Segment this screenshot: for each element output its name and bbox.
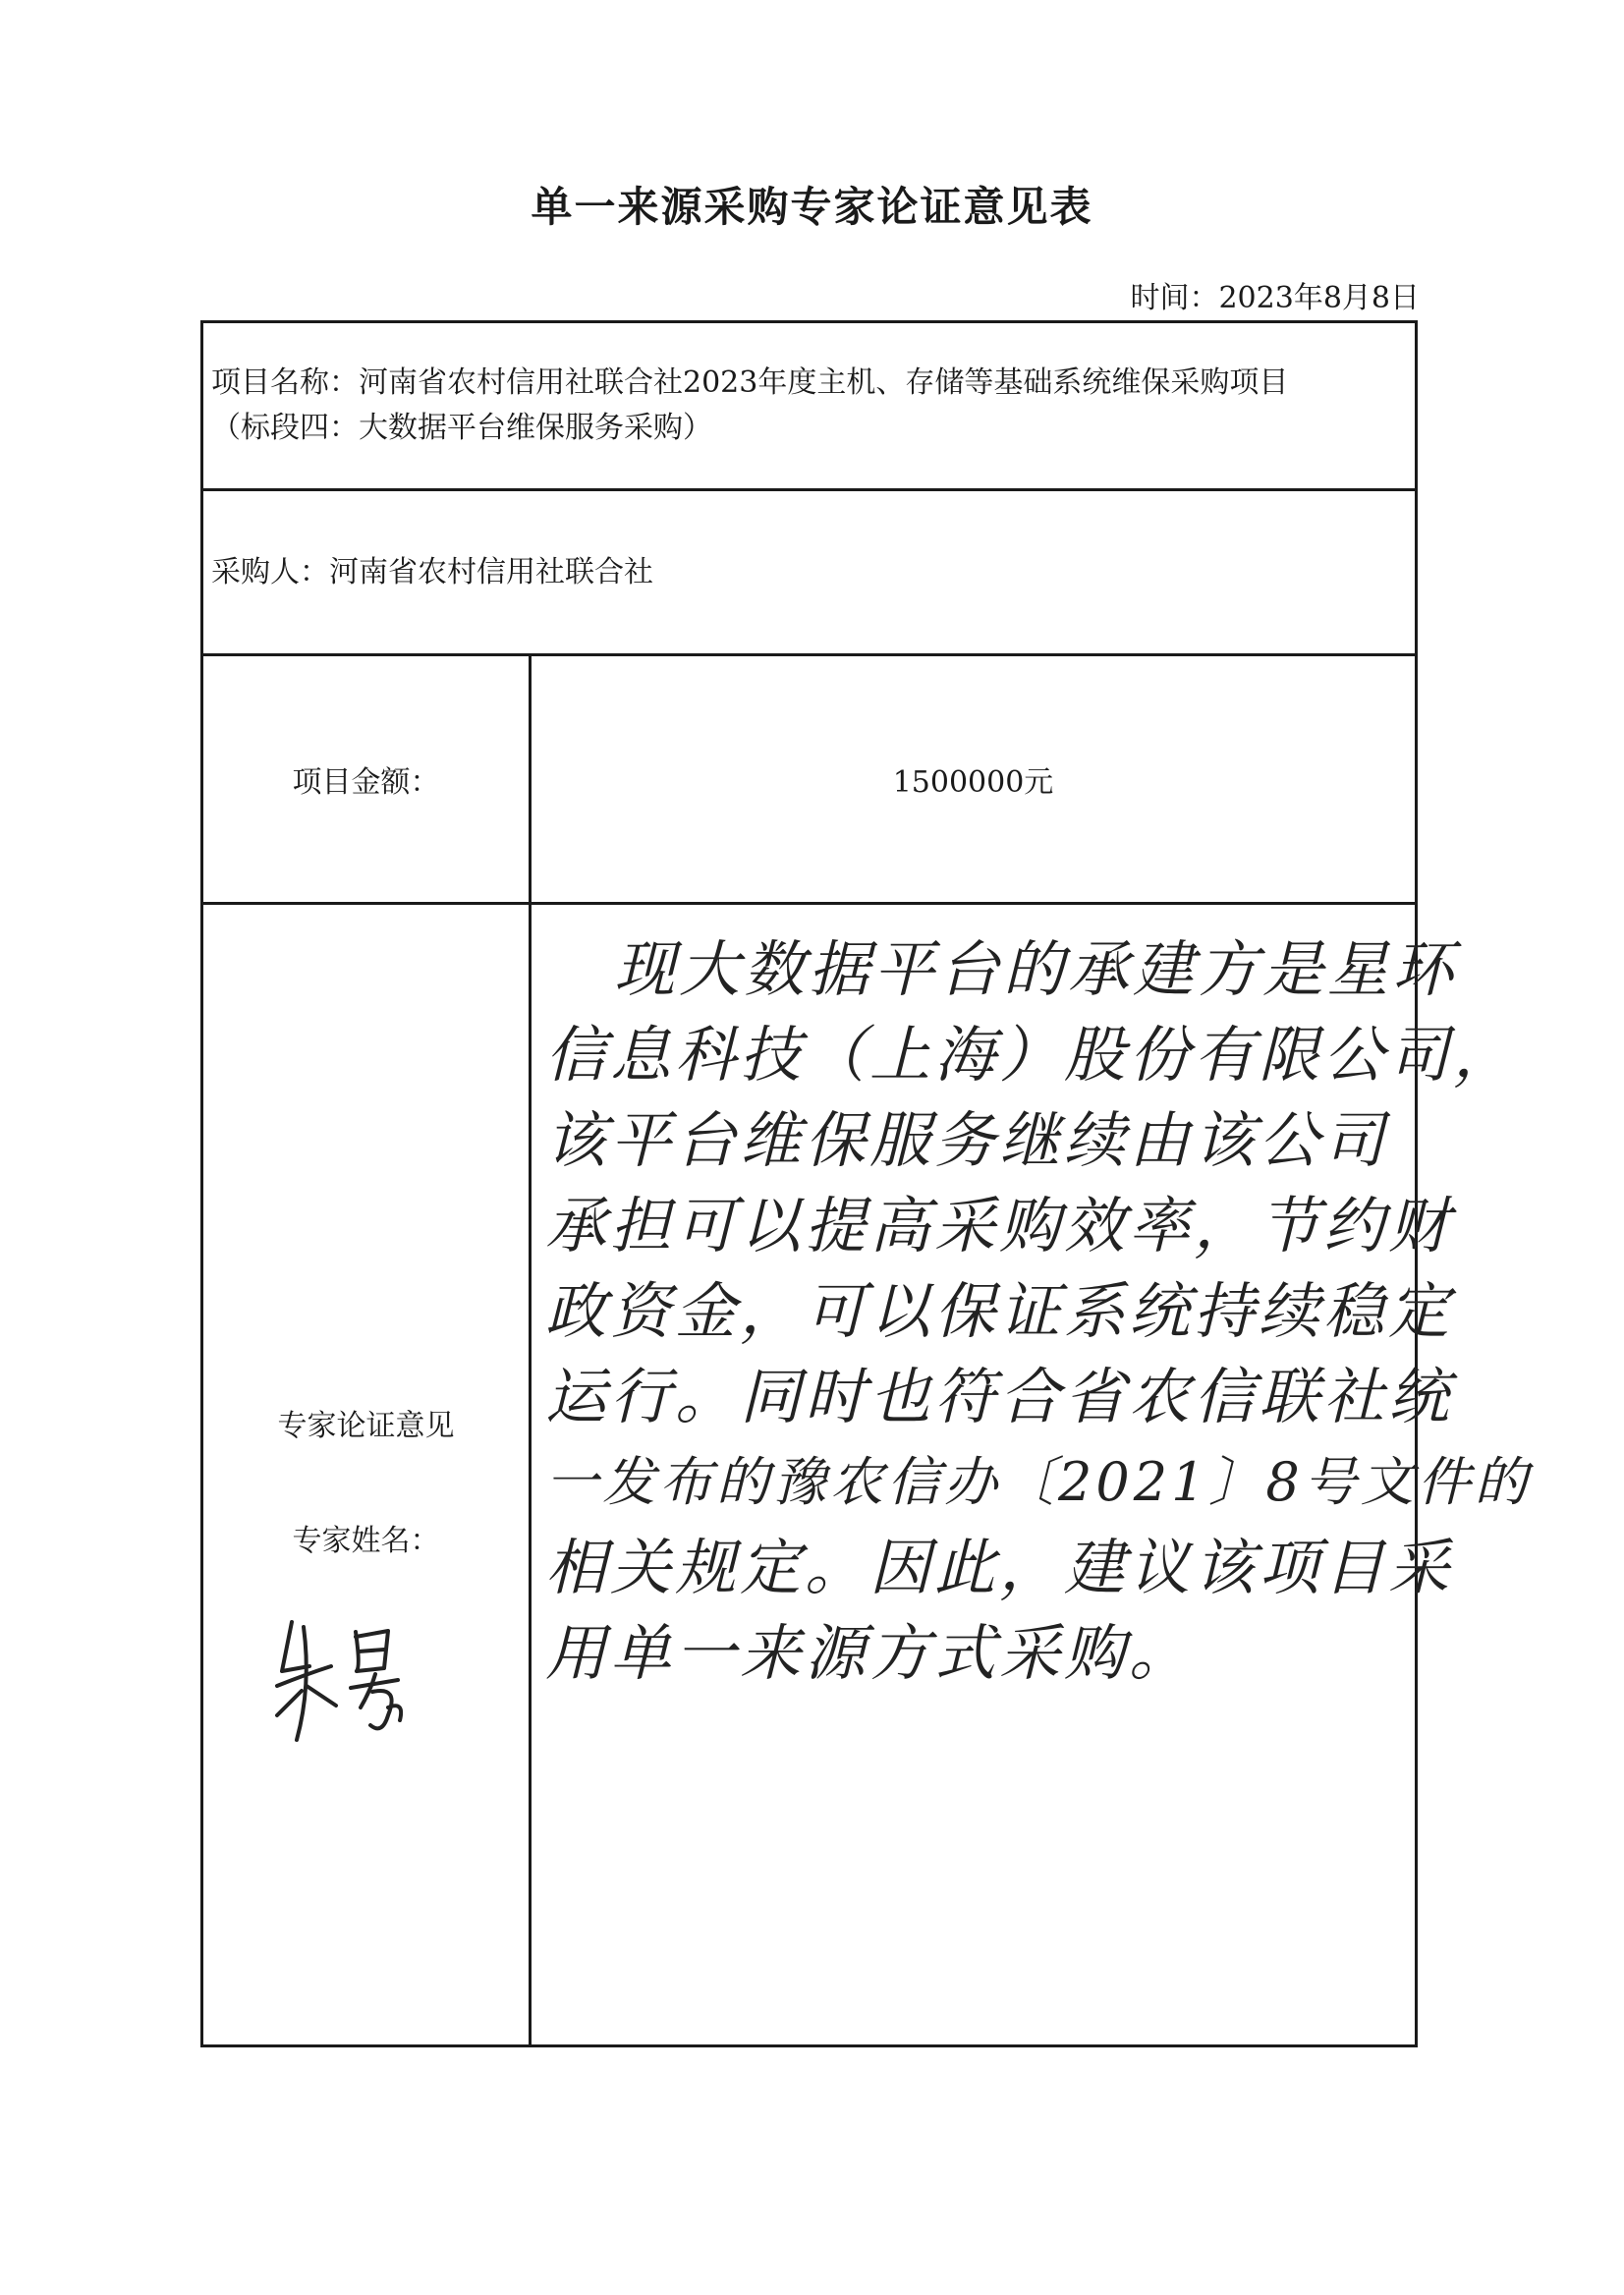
opinion-line-6: 运行。同时也符合省农信联社统 [545, 1361, 1454, 1432]
amount-value: 1500000元 [531, 655, 1417, 904]
form-table [200, 320, 1532, 2047]
purchaser-cell [202, 490, 1417, 655]
opinion-line-7: 一发布的豫农信办〔2021〕8号文件的 [545, 1451, 1532, 1513]
form-date: 时间：2023年8月8日 [1130, 281, 1420, 315]
opinion-row [202, 904, 1417, 2046]
opinion-label: 专家论证意见 [277, 1409, 455, 1443]
opinion-line-2: 信息科技（上海）股份有限公司， [545, 1019, 1519, 1091]
page-title: 单一来源采购专家论证意见表 [531, 183, 1093, 231]
opinion-line-8: 相关规定。因此，建议该项目采 [545, 1532, 1454, 1603]
purchaser-text: 采购人：河南省农村信用社联合社 [211, 554, 653, 589]
opinion-line-4: 承担可以提高采购效率，节约财 [545, 1190, 1454, 1261]
amount-label: 项目金额： [202, 655, 531, 904]
project-name-cell [202, 322, 1417, 490]
opinion-line-1: 现大数据平台的承建方是星环 [614, 933, 1458, 1005]
opinion-line-3: 该平台维保服务继续由该公司 [545, 1104, 1389, 1176]
expert-name-label: 专家姓名： [292, 1524, 440, 1558]
expert-signature [262, 1597, 459, 1755]
purchaser-row [202, 490, 1417, 655]
project-name-line-2: （标段四：大数据平台维保服务采购） [211, 411, 712, 445]
handwritten-opinion-cell [531, 904, 1532, 2046]
project-name-line-1: 项目名称：河南省农村信用社联合社2023年度主机、存储等基础系统维保采购项目 [211, 365, 1289, 400]
opinion-label-cell [202, 904, 531, 2046]
amount-row [202, 655, 1417, 904]
opinion-line-9: 用单一来源方式采购。 [545, 1617, 1195, 1689]
project-name-row [202, 322, 1417, 490]
opinion-line-5: 政资金，可以保证系统持续稳定 [545, 1275, 1454, 1347]
handwritten-opinion [532, 905, 1532, 1696]
